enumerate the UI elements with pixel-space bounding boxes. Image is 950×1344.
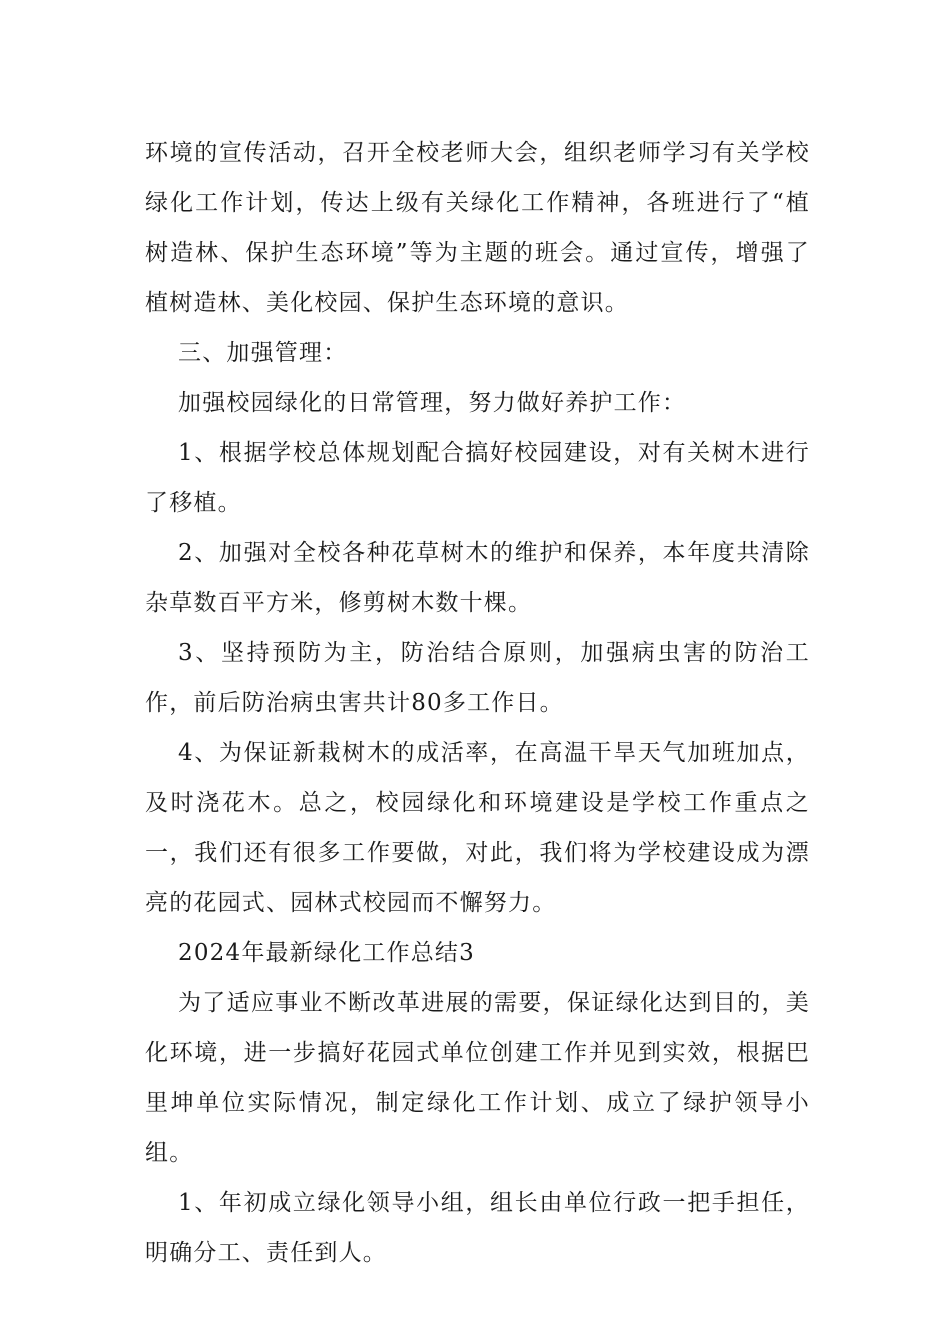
- list-item-watering-summary: 4、为保证新栽树木的成活率，在高温干旱天气加班加点，及时浇花木。总之，校园绿化和环境建设是学校工作重点之一，我们还有很多工作要做，对此，我们将为学校建设成为漂亮的花园式、园林式校园而不懈努力。: [145, 740, 810, 916]
- list-item-leadership-group: 1、年初成立绿化领导小组，组长由单位行政一把手担任，明确分工、责任到人。: [145, 1190, 810, 1266]
- list-item-pest-control: 3、坚持预防为主，防治结合原则，加强病虫害的防治工作，前后防治病虫害共计80多工作日。: [145, 640, 810, 716]
- paragraph-intro-plan: 为了适应事业不断改革进展的需要，保证绿化达到目的，美化环境，进一步搞好花园式单位创建工作并见到实效，根据巴里坤单位实际情况，制定绿化工作计划、成立了绿护领导小组。: [145, 990, 810, 1166]
- section-title-summary-3: 2024年最新绿化工作总结3: [178, 940, 475, 966]
- list-item-transplant: 1、根据学校总体规划配合搞好校园建设，对有关树木进行了移植。: [145, 440, 810, 516]
- section-heading-management: 三、加强管理：: [178, 340, 348, 366]
- paragraph-publicity-continued: 环境的宣传活动，召开全校老师大会，组织老师学习有关学校绿化工作计划，传达上级有关绿化工作精神，各班进行了“植树造林、保护生态环境”等为主题的班会。通过宣传，增强了植树造林、美化校园、保护生态环境的意识。: [145, 140, 810, 316]
- list-item-maintenance: 2、加强对全校各种花草树木的维护和保养，本年度共清除杂草数百平方米，修剪树木数十棵。: [145, 540, 810, 616]
- paragraph-daily-management: 加强校园绿化的日常管理，努力做好养护工作：: [178, 390, 687, 416]
- document-body: [145, 128, 810, 1278]
